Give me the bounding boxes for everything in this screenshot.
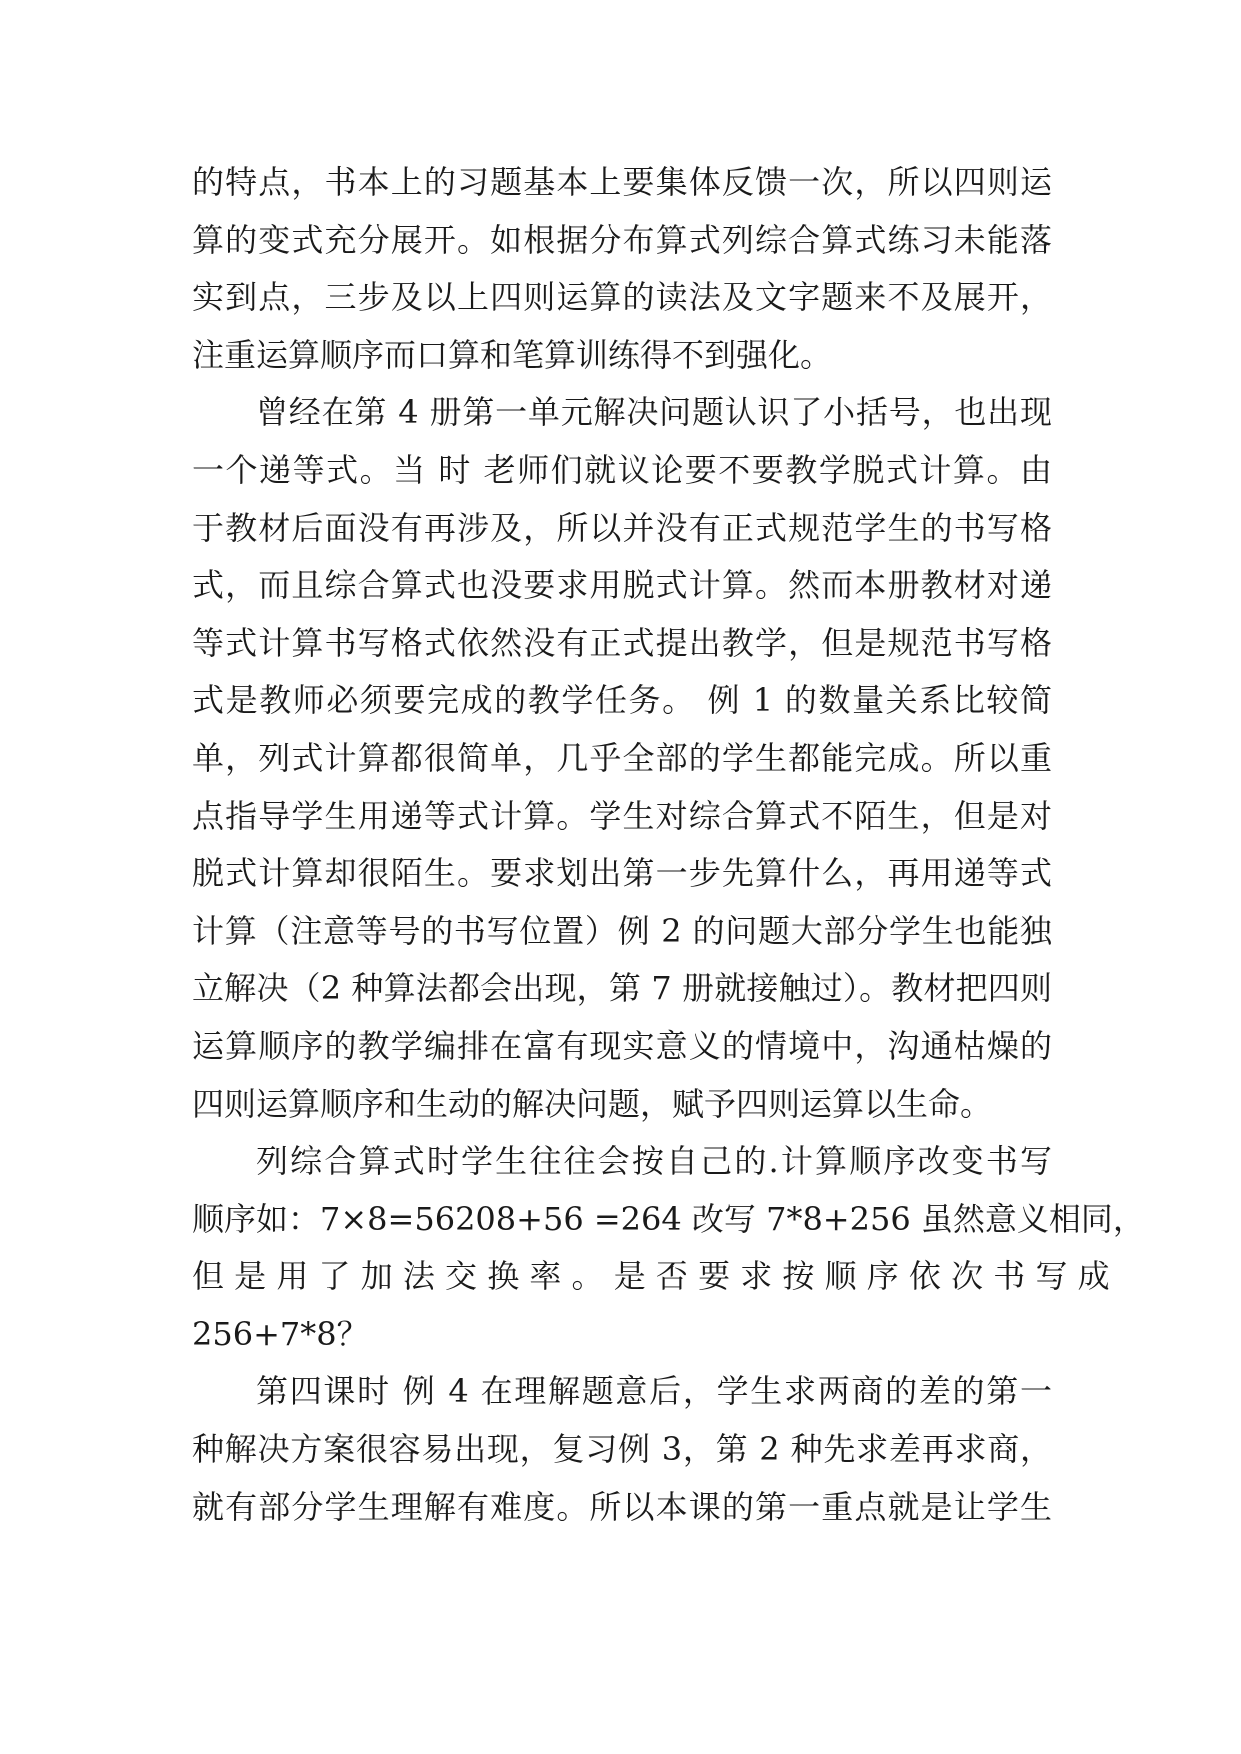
text-line: 计算（注意等号的书写位置）例 2 的问题大部分学生也能独 xyxy=(192,911,1052,950)
text-line: 曾经在第 4 册第一单元解决问题认识了小括号，也出现 xyxy=(256,393,1052,432)
text-line: 运算顺序的教学编排在富有现实意义的情境中，沟通枯燥的 xyxy=(192,1026,1052,1065)
text-line: 就有部分学生理解有难度。所以本课的第一重点就是让学生 xyxy=(192,1487,1052,1526)
text-line: 256+7*8？ xyxy=(192,1314,369,1353)
text-line: 式，而且综合算式也没要求用脱式计算。然而本册教材对递 xyxy=(192,566,1052,605)
text-line: 实到点，三步及以上四则运算的读法及文字题来不及展开， xyxy=(192,278,1052,317)
text-line: 一个递等式。当 时 老师们就议论要不要教学脱式计算。由 xyxy=(192,450,1052,489)
text-line: 但 是 用 了 加 法 交 换 率 。 是 否 要 求 按 顺 序 依 次 书 写 成 xyxy=(192,1257,1110,1296)
text-line: 等式计算书写格式依然没有正式提出教学，但是规范书写格 xyxy=(192,623,1052,662)
text-line: 算的变式充分展开。如根据分布算式列综合算式练习未能落 xyxy=(192,220,1052,259)
text-line: 点指导学生用递等式计算。学生对综合算式不陌生，但是对 xyxy=(192,796,1052,835)
text-line: 顺序如：7×8=56208+56 =264 改写 7*8+256 虽然意义相同， xyxy=(192,1199,1145,1238)
text-line: 的特点，书本上的习题基本上要集体反馈一次，所以四则运 xyxy=(192,163,1052,201)
text-line: 于教材后面没有再涉及，所以并没有正式规范学生的书写格 xyxy=(192,508,1052,547)
text-line: 立解决（2 种算法都会出现，第 7 册就接触过）。教材把四则 xyxy=(192,969,1052,1008)
text-line: 四则运算顺序和生动的解决问题，赋予四则运算以生命。 xyxy=(192,1084,993,1123)
text-line: 脱式计算却很陌生。要求划出第一步先算什么，再用递等式 xyxy=(192,854,1052,893)
text-line: 注重运算顺序而口算和笔算训练得不到强化。 xyxy=(192,335,833,374)
body-text xyxy=(192,154,1145,1536)
text-line: 第四课时 例 4 在理解题意后，学生求两商的差的第一 xyxy=(256,1372,1052,1411)
text-line: 式是教师必须要完成的教学任务。 例 1 的数量关系比较简 xyxy=(192,681,1052,720)
text-line: 列综合算式时学生往往会按自己的.计算顺序改变书写 xyxy=(256,1142,1052,1181)
text-line: 种解决方案很容易出现，复习例 3，第 2 种先求差再求商， xyxy=(192,1430,1052,1469)
text-line: 单，列式计算都很简单，几乎全部的学生都能完成。所以重 xyxy=(192,738,1052,777)
